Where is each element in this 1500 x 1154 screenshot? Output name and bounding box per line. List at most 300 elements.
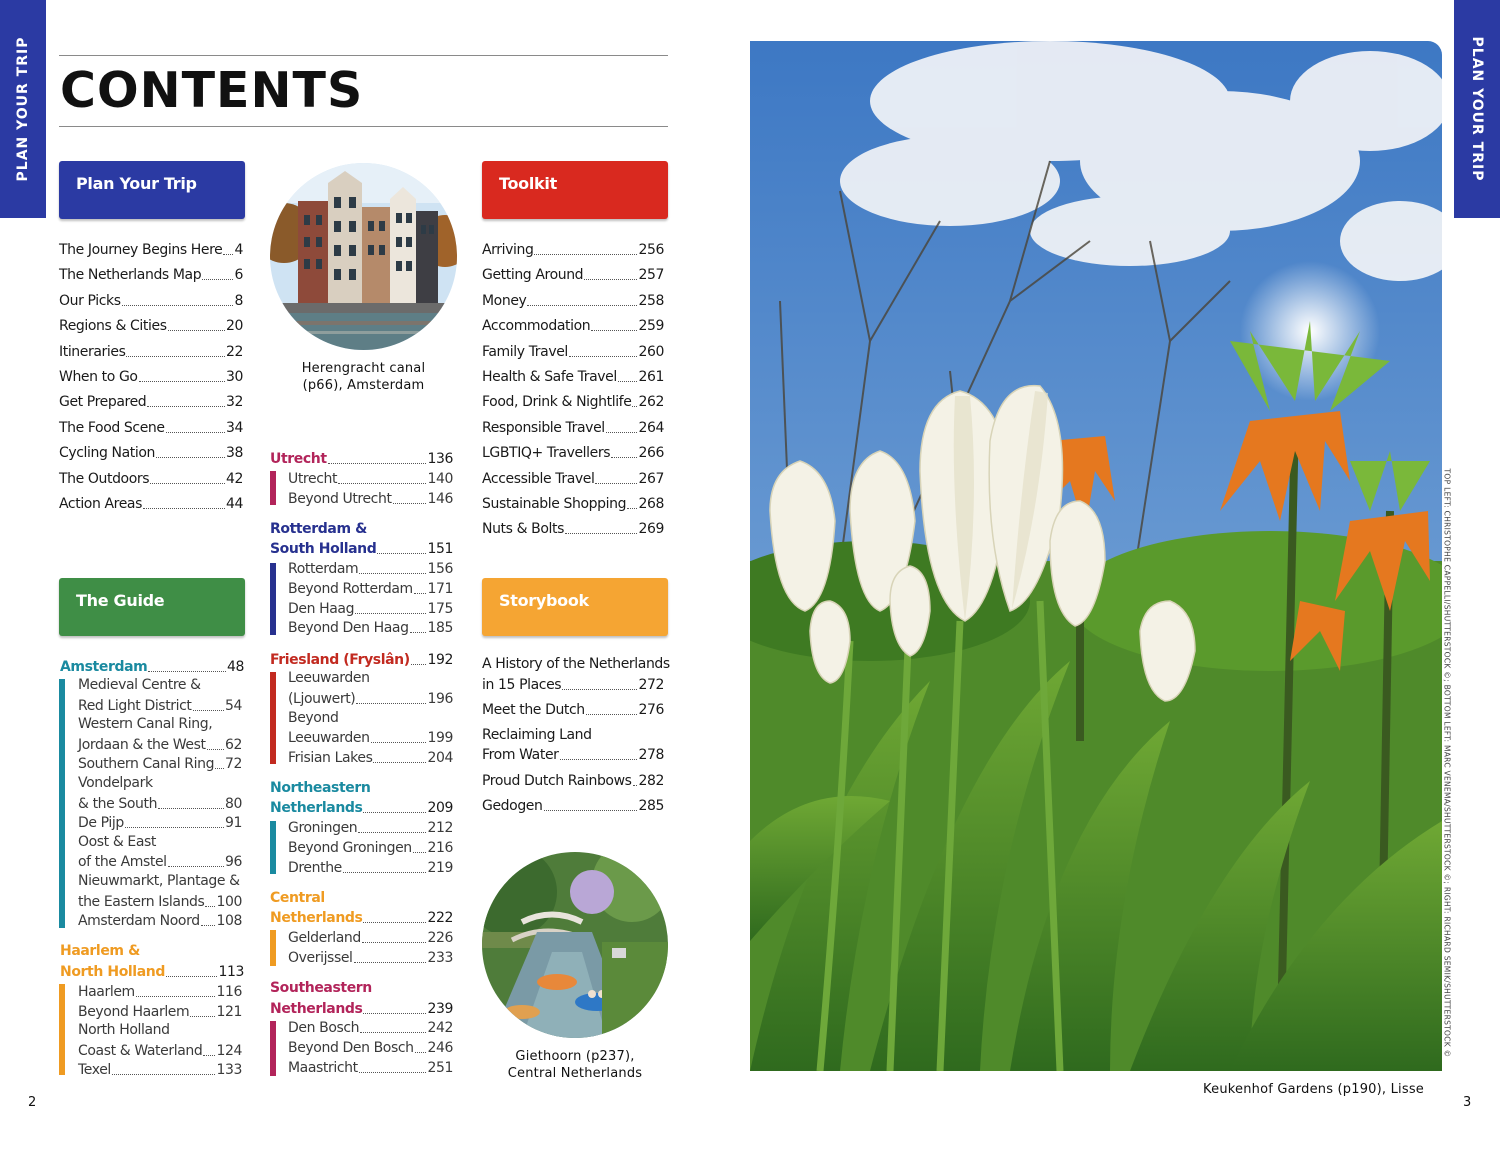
leader-dots xyxy=(166,432,225,433)
toc-entry-label: Getting Around xyxy=(482,267,584,284)
toc-entry-page: 44 xyxy=(225,496,243,512)
toc-entry-label: Sustainable Shopping xyxy=(482,496,627,512)
toc-entry-page: 261 xyxy=(638,369,664,385)
toc-entry xyxy=(288,489,453,508)
leader-dots xyxy=(112,1074,216,1075)
storybook-entry: Reclaiming Land xyxy=(482,727,592,743)
toc-entry-page: 209 xyxy=(427,800,453,816)
caption-line: Central Netherlands xyxy=(507,1066,643,1081)
leader-dots xyxy=(193,710,224,711)
section-rotterdam: Rotterdam & xyxy=(270,521,367,537)
toolkit-heading: Toolkit xyxy=(499,174,557,193)
toc-entry-page: 276 xyxy=(638,702,664,718)
toc-entry-label: Action Areas xyxy=(59,496,143,512)
toc-entry-page: 222 xyxy=(427,910,453,926)
toc-entry-label: Amsterdam Noord xyxy=(78,913,200,930)
toc-entry-page: 199 xyxy=(427,730,453,747)
side-tab-label: PLAN YOUR TRIP xyxy=(1469,36,1485,182)
leader-dots xyxy=(565,533,637,534)
toc-entry xyxy=(78,892,242,911)
toc-entry-page: 266 xyxy=(638,445,664,462)
toc-entry-label: Drenthe xyxy=(288,859,342,876)
toc-entry-page: 22 xyxy=(225,343,243,360)
toc-entry xyxy=(288,1058,453,1077)
leader-dots xyxy=(136,996,216,997)
section-northeast: Northeastern xyxy=(270,780,371,796)
storybook-header xyxy=(482,578,668,636)
leader-dots xyxy=(148,671,226,672)
leader-dots xyxy=(627,508,637,509)
herengracht-caption xyxy=(280,360,447,394)
leader-dots xyxy=(358,832,426,833)
plan-entry xyxy=(59,494,243,513)
toc-entry-label: The Journey Begins Here xyxy=(59,242,223,258)
toc-entry-label: Regions & Cities xyxy=(59,318,167,335)
leader-dots xyxy=(126,356,225,357)
leader-dots xyxy=(168,330,225,331)
section-southeast xyxy=(270,999,453,1018)
caption-line: Herengracht canal xyxy=(301,361,426,376)
leader-dots xyxy=(223,254,233,255)
toc-entry xyxy=(78,911,242,930)
toc-entry-page: 100 xyxy=(216,893,242,910)
leader-dots xyxy=(207,749,224,750)
leader-dots xyxy=(147,406,225,407)
side-tab-label: PLAN YOUR TRIP xyxy=(15,36,31,182)
toc-entry-label: Haarlem xyxy=(78,984,135,1000)
toolkit-entry xyxy=(482,265,664,284)
giethoorn-caption xyxy=(482,1048,668,1082)
toc-entry xyxy=(288,559,453,578)
section-color-bar xyxy=(270,821,276,874)
toc-entry xyxy=(78,735,242,754)
storybook-entry xyxy=(482,771,664,790)
toc-entry xyxy=(78,982,242,1001)
toc-entry-label: LGBTIQ+ Travellers xyxy=(482,445,611,462)
toc-line: North Holland xyxy=(78,1022,170,1039)
toc-entry-label: (Ljouwert) xyxy=(288,690,356,707)
caption-line: (p66), Amsterdam xyxy=(302,378,425,393)
leader-dots xyxy=(166,976,218,977)
toolkit-entry xyxy=(482,519,664,538)
toc-entry-page: 175 xyxy=(427,600,453,617)
toolkit-header xyxy=(482,161,668,219)
storybook-entry: A History of the Netherlands xyxy=(482,656,670,672)
toc-entry-label: The Food Scene xyxy=(59,419,165,436)
toc-entry-label: Meet the Dutch xyxy=(482,702,585,718)
toc-entry-page: 4 xyxy=(234,242,243,258)
leader-dots xyxy=(156,457,225,458)
leader-dots xyxy=(534,254,637,255)
leader-dots xyxy=(143,508,225,509)
toolkit-entry xyxy=(482,443,664,462)
leader-dots xyxy=(215,768,224,769)
leader-dots xyxy=(190,1016,215,1017)
toc-entry-label: Cycling Nation xyxy=(59,445,156,462)
the-guide-heading: The Guide xyxy=(76,591,165,610)
leader-dots xyxy=(202,279,233,280)
toc-entry xyxy=(288,838,453,857)
side-tab-left xyxy=(0,0,46,218)
leader-dots xyxy=(343,872,427,873)
leader-dots xyxy=(125,827,224,828)
toc-entry-page: 108 xyxy=(216,913,242,930)
toc-entry-page: 256 xyxy=(638,242,664,258)
toc-entry xyxy=(288,748,453,767)
leader-dots xyxy=(618,381,638,382)
leader-dots xyxy=(371,742,427,743)
toc-entry-page: 192 xyxy=(427,652,453,668)
section-color-bar xyxy=(59,679,65,928)
toc-entry-page: 156 xyxy=(427,561,453,577)
leader-dots xyxy=(584,279,637,280)
top-rule xyxy=(59,55,668,56)
plan-your-trip-heading: Plan Your Trip xyxy=(76,174,197,193)
toc-entry xyxy=(288,579,453,598)
toc-entry-page: 124 xyxy=(216,1042,242,1059)
section-amsterdam xyxy=(60,657,244,676)
section-color-bar xyxy=(270,471,276,505)
toc-entry-label: North Holland xyxy=(60,964,165,980)
toc-entry-label: Accommodation xyxy=(482,318,591,335)
toc-entry-page: 136 xyxy=(427,451,453,467)
toc-entry xyxy=(288,1018,453,1037)
section-central xyxy=(270,908,453,927)
toc-entry-page: 259 xyxy=(638,318,664,335)
leader-dots xyxy=(354,962,427,963)
storybook-entry xyxy=(482,700,664,719)
storybook-entry xyxy=(482,745,664,764)
toc-entry-label: Gedogen xyxy=(482,798,543,814)
section-rotterdam xyxy=(270,539,453,558)
toc-entry-page: 146 xyxy=(427,490,453,507)
main-photo-caption: Keukenhof Gardens (p190), Lisse xyxy=(1203,1082,1424,1097)
toc-entry-page: 282 xyxy=(638,773,664,789)
toc-line: Leeuwarden xyxy=(288,670,370,686)
leader-dots xyxy=(363,812,426,813)
toc-entry-label: Jordaan & the West xyxy=(78,736,206,753)
section-utrecht xyxy=(270,449,453,468)
toc-entry-label: Beyond Den Bosch xyxy=(288,1039,414,1056)
toc-entry-label: Our Picks xyxy=(59,292,121,309)
leader-dots xyxy=(363,922,426,923)
leader-dots xyxy=(203,1055,215,1056)
toc-entry xyxy=(78,1060,242,1079)
photo-credit-text: TOP LEFT: CHRISTOPHE CAPPELLI/SHUTTERSTOCK ©; BOTTOM LEFT: MARC VENEMA/SHUTTERSTOCK ©; RIGHT: RICHARD SEMIK/SHUTTERSTOCK © xyxy=(1442,468,1452,1058)
leader-dots xyxy=(201,925,216,926)
toc-entry-label: Accessible Travel xyxy=(482,470,595,487)
toc-entry-page: 32 xyxy=(225,394,243,411)
toc-entry-label: Itineraries xyxy=(59,343,126,360)
toc-entry-page: 258 xyxy=(638,292,664,309)
herengracht-photo xyxy=(270,163,457,350)
toc-entry-page: 185 xyxy=(427,620,453,637)
toc-entry-label: Den Haag xyxy=(288,600,355,617)
toc-entry-label: De Pijp xyxy=(78,815,124,832)
toc-entry-label: Netherlands xyxy=(270,800,363,816)
toc-entry-page: 72 xyxy=(224,756,242,773)
toc-entry xyxy=(288,858,453,877)
leader-dots xyxy=(527,305,637,306)
toolkit-entry xyxy=(482,291,664,310)
keukenhof-photo xyxy=(750,41,1442,1071)
leader-dots xyxy=(413,852,427,853)
toc-entry-label: Utrecht xyxy=(270,451,327,467)
section-haarlem xyxy=(60,962,244,981)
toc-entry-label: Overijssel xyxy=(288,949,353,966)
toolkit-entry xyxy=(482,240,664,259)
photo-credit xyxy=(1440,468,1454,1058)
toc-entry-label: Beyond Rotterdam xyxy=(288,580,413,597)
toc-entry-page: 242 xyxy=(427,1020,453,1036)
toc-entry-label: Coast & Waterland xyxy=(78,1042,203,1059)
page-title: CONTENTS xyxy=(60,62,364,119)
toc-entry-page: 42 xyxy=(225,470,243,487)
toc-entry xyxy=(288,948,453,967)
leader-dots xyxy=(632,406,637,407)
leader-dots xyxy=(633,785,638,786)
toc-entry-page: 34 xyxy=(225,419,243,436)
toc-entry-page: 264 xyxy=(638,419,664,436)
toc-entry-page: 121 xyxy=(216,1003,242,1020)
leader-dots xyxy=(591,330,637,331)
toolkit-entry xyxy=(482,418,664,437)
section-southeast: Southeastern xyxy=(270,980,372,996)
page-number-right: 3 xyxy=(1463,1095,1472,1110)
plan-entry xyxy=(59,240,243,259)
toc-entry-label: From Water xyxy=(482,747,559,763)
title-rule xyxy=(59,126,668,127)
leader-dots xyxy=(606,432,638,433)
toc-entry-label: the Eastern Islands xyxy=(78,893,205,910)
toc-entry-page: 140 xyxy=(427,471,453,487)
toc-entry xyxy=(78,852,242,871)
toc-entry-page: 6 xyxy=(234,267,243,284)
toc-entry xyxy=(288,469,453,488)
leader-dots xyxy=(363,1013,426,1014)
toc-entry-page: 239 xyxy=(427,1001,453,1017)
toc-entry-page: 133 xyxy=(216,1062,242,1079)
toc-entry xyxy=(288,1038,453,1057)
leader-dots xyxy=(359,573,426,574)
toc-entry-label: Rotterdam xyxy=(288,561,359,577)
toc-entry-page: 91 xyxy=(224,815,242,832)
toc-entry-label: Beyond Groningen xyxy=(288,839,412,856)
toc-entry-label: Arriving xyxy=(482,242,534,258)
leader-dots xyxy=(569,356,638,357)
side-tab-right xyxy=(1454,0,1500,218)
toc-entry-page: 226 xyxy=(427,930,453,946)
plan-your-trip-header xyxy=(59,161,245,219)
toc-entry-page: 257 xyxy=(638,267,664,284)
section-haarlem: Haarlem & xyxy=(60,943,140,959)
toc-entry xyxy=(78,696,242,715)
leader-dots xyxy=(373,762,426,763)
storybook-heading: Storybook xyxy=(499,591,589,610)
toc-entry-label: South Holland xyxy=(270,541,377,557)
toc-entry xyxy=(288,728,453,747)
leader-dots xyxy=(356,703,426,704)
toc-line: Western Canal Ring, xyxy=(78,716,213,733)
leader-dots xyxy=(595,483,637,484)
toolkit-entry xyxy=(482,494,664,513)
toc-entry-label: Netherlands xyxy=(270,910,363,926)
toc-entry-label: Family Travel xyxy=(482,343,568,360)
toc-entry-page: 54 xyxy=(224,697,242,714)
toc-line: Vondelpark xyxy=(78,775,153,791)
toc-entry xyxy=(288,618,453,637)
toc-entry-label: Leeuwarden xyxy=(288,730,370,747)
plan-entry xyxy=(59,469,243,488)
toc-entry-label: Beyond Haarlem xyxy=(78,1003,190,1020)
storybook-entry xyxy=(482,675,664,694)
plan-entry xyxy=(59,367,243,386)
toc-entry-label: Proud Dutch Rainbows xyxy=(482,773,632,789)
toc-entry-page: 212 xyxy=(427,820,453,836)
leader-dots xyxy=(360,1032,426,1033)
toc-entry xyxy=(78,754,242,773)
toc-entry-label: Den Bosch xyxy=(288,1020,360,1036)
toc-entry-page: 38 xyxy=(225,445,243,462)
leader-dots xyxy=(205,906,215,907)
toc-entry-label: Nuts & Bolts xyxy=(482,521,564,538)
leader-dots xyxy=(586,714,638,715)
toc-entry-page: 233 xyxy=(427,949,453,966)
toc-entry-label: Food, Drink & Nightlife xyxy=(482,394,632,411)
toc-entry-label: Texel xyxy=(78,1062,111,1079)
page-number-left: 2 xyxy=(28,1095,37,1110)
leader-dots xyxy=(415,1052,427,1053)
leader-dots xyxy=(393,503,427,504)
toolkit-entry xyxy=(482,342,664,361)
toc-entry-label: The Netherlands Map xyxy=(59,267,202,284)
toc-entry-page: 62 xyxy=(224,736,242,753)
section-color-bar xyxy=(270,563,276,635)
leader-dots xyxy=(414,593,427,594)
toc-entry-page: 260 xyxy=(638,343,664,360)
toc-entry-page: 113 xyxy=(218,964,244,980)
plan-entry xyxy=(59,418,243,437)
toc-entry-page: 267 xyxy=(638,470,664,487)
toc-entry-label: Friesland (Fryslân) xyxy=(270,652,410,668)
toc-entry-label: Gelderland xyxy=(288,930,361,946)
storybook-entry xyxy=(482,796,664,815)
section-northeast xyxy=(270,798,453,817)
section-color-bar xyxy=(270,930,276,966)
toc-entry-label: of the Amstel xyxy=(78,854,167,871)
toc-entry-label: Southern Canal Ring xyxy=(78,756,215,773)
toc-entry-page: 171 xyxy=(427,580,453,597)
leader-dots xyxy=(411,664,427,665)
toc-entry-page: 48 xyxy=(226,659,244,675)
toc-entry-page: 246 xyxy=(427,1039,453,1056)
toc-entry-label: in 15 Places xyxy=(482,677,562,693)
toc-entry-page: 251 xyxy=(427,1059,453,1076)
toc-entry xyxy=(288,599,453,618)
toc-entry-page: 278 xyxy=(638,747,664,763)
toc-entry-page: 285 xyxy=(638,798,664,814)
toc-entry-label: Frisian Lakes xyxy=(288,750,373,767)
leader-dots xyxy=(168,866,224,867)
toc-entry-page: 196 xyxy=(427,690,453,707)
leader-dots xyxy=(139,381,225,382)
toc-entry-label: Utrecht xyxy=(288,471,338,487)
toc-entry-label: When to Go xyxy=(59,369,138,385)
toc-line: Medieval Centre & xyxy=(78,677,201,693)
toc-entry-label: Beyond Den Haag xyxy=(288,620,409,637)
leader-dots xyxy=(150,483,225,484)
toc-entry-page: 96 xyxy=(224,854,242,871)
the-guide-header xyxy=(59,578,245,636)
toc-entry-label: Amsterdam xyxy=(60,659,148,675)
leader-dots xyxy=(338,483,426,484)
leader-dots xyxy=(328,463,427,464)
leader-dots xyxy=(355,613,426,614)
section-color-bar xyxy=(270,1021,276,1076)
toc-entry xyxy=(78,1002,242,1021)
toc-entry-page: 20 xyxy=(225,318,243,335)
leader-dots xyxy=(158,808,224,809)
toc-entry xyxy=(288,928,453,947)
toolkit-entry xyxy=(482,392,664,411)
leader-dots xyxy=(359,1072,427,1073)
leader-dots xyxy=(562,689,637,690)
toc-entry-label: Red Light District xyxy=(78,697,192,714)
toc-entry-label: Maastricht xyxy=(288,1059,358,1076)
toolkit-entry xyxy=(482,367,664,386)
toc-line: Nieuwmarkt, Plantage & xyxy=(78,873,240,889)
toolkit-entry xyxy=(482,316,664,335)
toc-entry xyxy=(78,794,242,813)
plan-entry xyxy=(59,291,243,310)
toc-entry-label: Beyond Utrecht xyxy=(288,490,392,507)
toc-entry-page: 268 xyxy=(638,496,664,512)
toc-entry-page: 151 xyxy=(427,541,453,557)
toc-entry xyxy=(288,689,453,708)
leader-dots xyxy=(122,305,234,306)
toc-entry xyxy=(78,813,242,832)
toc-entry-label: Netherlands xyxy=(270,1001,363,1017)
toc-entry-label: Responsible Travel xyxy=(482,419,605,436)
section-friesland xyxy=(270,650,453,669)
section-color-bar xyxy=(59,984,65,1075)
leader-dots xyxy=(611,457,637,458)
toc-line: Oost & East xyxy=(78,833,156,850)
toc-entry-label: Groningen xyxy=(288,820,358,836)
leader-dots xyxy=(362,942,427,943)
leader-dots xyxy=(544,810,638,811)
toc-entry-page: 216 xyxy=(427,839,453,856)
toc-entry-page: 30 xyxy=(225,369,243,385)
toc-entry-label: Money xyxy=(482,292,527,309)
toc-entry-page: 204 xyxy=(427,750,453,767)
leader-dots xyxy=(410,632,427,633)
toc-entry-label: The Outdoors xyxy=(59,470,150,487)
plan-entry xyxy=(59,443,243,462)
section-central: Central xyxy=(270,890,325,906)
toc-entry-page: 269 xyxy=(638,521,664,538)
section-color-bar xyxy=(270,672,276,764)
toc-entry-page: 272 xyxy=(638,677,664,693)
toc-entry-page: 262 xyxy=(638,394,664,411)
plan-entry xyxy=(59,342,243,361)
toc-entry-label: Get Prepared xyxy=(59,394,147,411)
toc-line: Beyond xyxy=(288,709,339,726)
toc-entry-page: 80 xyxy=(224,795,242,812)
toc-entry-label: & the South xyxy=(78,795,158,812)
toolkit-entry xyxy=(482,469,664,488)
plan-entry xyxy=(59,265,243,284)
